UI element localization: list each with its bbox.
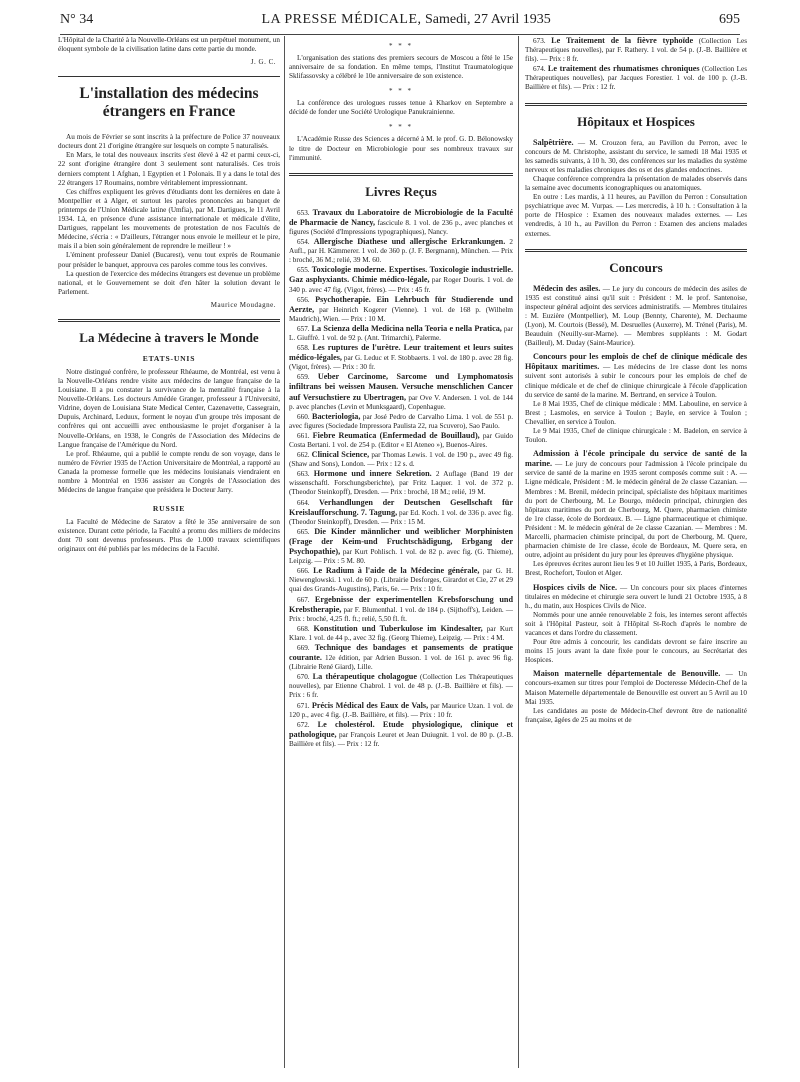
article-paragraph: La question de l'exercice des médecins étrangers est devenue un problème national, et le Gouvernement se doit d'en hâter la solution devant le Parlement. xyxy=(58,269,280,296)
book-entry xyxy=(289,672,513,700)
book-entry xyxy=(525,36,747,64)
book-number: 662. xyxy=(297,451,310,460)
section-rule xyxy=(289,173,513,176)
hospital-item xyxy=(525,138,747,175)
concours-item-subtitle: Admission à l'école principale du service de santé de la marine. xyxy=(525,449,747,469)
column-right xyxy=(525,36,747,1070)
article-body xyxy=(58,133,280,297)
intro-paragraph: L'Hôpital de la Charité à la Nouvelle-Orléans est un perpétuel monument, un éloquent symbole de la civilisation latine dans cette partie du monde. xyxy=(58,36,280,54)
concours-item xyxy=(525,449,747,560)
book-title: Le cholestérol. Etude physiologique, clinique et pathologique, xyxy=(289,719,513,739)
book-number: 655. xyxy=(297,266,310,275)
book-entry xyxy=(289,372,513,411)
book-title: Allergische Diathese und allergische Erkrankungen. xyxy=(313,237,506,247)
book-number: 661. xyxy=(297,431,310,440)
book-title: Précis Médical des Eaux de Vals, xyxy=(311,700,429,710)
russia-paragraph: La Faculté de Médecine de Saratov a fêté le 35e anniversaire de son existence. Durant cette période, la Faculté a promu des milliers de médecins dont 70 sont devenus professeurs. Plus de 1.000 travaux scientifiques originaux ont été publiés par les médecins de la Faculté. xyxy=(58,518,280,554)
hospitals-title: Hôpitaux et Hospices xyxy=(577,113,695,129)
book-title: Verhandlungen der Deutschen Gesellschaft für Kreislaufforschung. 7. Tagung, xyxy=(289,497,513,517)
usa-paragraph: Notre distingué confrère, le professeur Rhéaume, de Montréal, est venu à la Nouvelle-Orléans rendre visite aux médecins de langue française de la Louisiane. Il a pu constater la survivance de la mentalité française à la Nouvelle-Orléans. Les docteurs Amédée Granger, professeur à l'Université, Vidrine, doyen de Louisiana State Medical Center, Cazenavette, Cassegrain, Dupuis, Archinard, Leduux, forment le noyau d'un groupe très imposant de confrères qui ont accueilli avec enthousiasme le projet d'organiser à la Nouvelle-Orléans, en 1938, le Congrès de l'Association des Médecins de Langue française de l'Amérique du Nord. xyxy=(58,367,280,449)
hospital-item xyxy=(525,175,747,193)
book-entry xyxy=(289,527,513,566)
book-details: 2 Auflage (Band 19 der wissenschaftl. Forschungsberichte), par Fritz Laquer. 1 vol. de 372 p. (Theodor Steinkopff), Dresden. — Prix : broché, 18 M.; relié, 19 M. xyxy=(289,470,513,497)
section-rule xyxy=(58,76,280,77)
book-entry xyxy=(289,412,513,431)
book-entry xyxy=(289,324,513,343)
book-number: 657. xyxy=(297,324,310,333)
column-middle xyxy=(289,36,513,1070)
concours-item-subtitle: Concours pour les emplois de chef de clinique médicale des Hôpitaux maritimes. xyxy=(525,352,747,372)
book-details: par Roger Douris. 1 vol. de 340 p. avec 47 fig. (Vigot, frères). — Prix : 45 fr. xyxy=(289,276,513,294)
book-number: 668. xyxy=(297,624,310,633)
concours-item xyxy=(525,284,747,349)
section-rule xyxy=(58,319,280,322)
issue-date: Samedi, 27 Avril 1935 xyxy=(425,12,551,27)
book-entry xyxy=(289,720,513,749)
book-title: Fiebre Reumatica (Enfermedad de Bouillaud), xyxy=(312,430,480,440)
books-list xyxy=(289,208,513,749)
concours-item-text: Le 8 Mai 1935, Chef de clinique médicale : MM. Labouline, en service à Brest ; Lasmoles, en service à Toulon ; Bayle, en service à Toulon ; Chevallier, en service à Toulon. xyxy=(525,399,747,426)
book-number: 659. xyxy=(297,373,310,382)
news-items xyxy=(289,42,513,163)
book-title: Konstitution und Tuberkulose im Kindesalter, xyxy=(313,623,483,633)
book-details: par Thomas Lewis. 1 vol. de 190 p., avec 49 fig. (Shaw and Sons), London. — Prix : 12 s. d. xyxy=(289,451,513,469)
book-details: 2 Aufl., par H. Kämmerer. 1 vol. de 360 p. (J. F. Bergmann), München. — Prix : broché, 36 M.; relié, 39 M. 60. xyxy=(289,238,513,265)
usa-body xyxy=(58,368,280,495)
article-paragraph: En Mars, le total des nouveaux inscrits s'est élevé à 42 et parmi ceux-ci, 22 sont d'origine étrangère dont 3 seulement sont naturalisés. Ces trois derniers comptent 1 Afghan, 1 Egyptien et 1 Polonais. Il y a dans le total des 22 étrangers 17 Roumains, nombre véritablement impressionnant. xyxy=(58,151,280,187)
book-title: Psychotherapie. Ein Lehrbuch für Studierende und Aerzte, xyxy=(289,294,513,314)
book-entry xyxy=(289,343,513,372)
russia-body xyxy=(58,518,280,554)
concours-item xyxy=(525,400,747,427)
concours-item-text: Les épreuves écrites auront lieu les 9 et 10 Juillet 1935, à Paris, Bordeaux, Brest, Rochefort, Toulon et Alger. xyxy=(525,560,747,578)
concours-item xyxy=(525,638,747,665)
book-title: La Scienza della Medicina nella Teoria e nella Pratica, xyxy=(311,323,502,333)
book-title: Die Kinder männlicher und weiblicher Morphinisten (Frage der Keim-und Fruchtschädigung, Erbgang der Psychopathie), xyxy=(289,526,513,557)
concours-item-text: — Le jury du concours de médecin des asiles de 1935 est constitué ainsi qu'il suit : Président : M. le prof. Santenoise, inspecteur général adjoint des services administratifs. — Membres titulaires : M. Euzière (Montpellier), M. Loup (Bennty, Charente), M. Dechaume (Lyon), M. Courtois (Bessé), M. Desruelles (Auxerre), M. Trénel (Paris), M. Beauduin (Neuilly-sur-Marne). — Membres suppléants : M. Godart (Bailleul), M. Duday (Saint-Maurice). xyxy=(525,284,747,348)
book-entry xyxy=(289,237,513,265)
usa-paragraph: Le prof. Rhéaume, qui a publié le compte rendu de son voyage, dans le numéro de Février 1935 de l'Action Universitaire de Montréal, a rapporté au Canada la promesse formelle que les médecins louisianais viendraient en nombre à Montréal en 1936 assister au Congrès de l'Association des Médecins de langue française que présidera le Docteur Jarry. xyxy=(58,449,280,495)
news-paragraph: La conférence des urologues russes tenue à Kharkov en Septembre a décidé de fonder une Société Urologique Panukrainienne. xyxy=(289,99,513,117)
issue-number: N° 34 xyxy=(60,12,94,27)
book-title: Hormone und innere Sekretion. xyxy=(313,469,432,479)
world-section-title: La Médecine à travers le Monde xyxy=(79,329,259,345)
book-details: par G. Leduc et F. Stobbaerts. 1 vol. de 180 p. avec 28 fig. (Vigot, frères). — Prix : 30 fr. xyxy=(289,354,513,372)
book-title: Ueber Carcinome, Sarcome und Lymphomatosis infiltrans bei weissen Mausen. Versuche menschlichen Cancer auf Versuchstiere zu Ubertragen, xyxy=(289,372,513,402)
concours-item xyxy=(525,583,747,611)
book-number: 663. xyxy=(297,470,310,479)
book-number: 656. xyxy=(297,295,310,304)
intro-signature: J. G. C. xyxy=(250,58,276,67)
column-divider xyxy=(284,36,285,1068)
article-signature: Maurice Moudagne. xyxy=(210,300,276,309)
book-entry xyxy=(289,431,513,450)
book-number: 674. xyxy=(533,65,546,74)
book-number: 660. xyxy=(297,412,310,421)
book-details: par Kurt Pohlisch. 1 vol. de 82 p. avec fig. (G. Thieme), Leipzig. — Prix : 5 M. 80. xyxy=(289,548,513,566)
article-paragraph: L'éminent professeur Daniel (Bucarest), venu tout exprès de Roumanie pour présider le banquet, approuva ces paroles comme tous les convives. xyxy=(58,251,280,269)
book-entry xyxy=(289,265,513,294)
book-title: Les ruptures de l'urètre. Leur traitement et leurs suites médico-légales, xyxy=(289,343,513,363)
article-paragraph: Ces chiffres expliquent les grèves d'étudiants dont les dernières en date à Montpellier et à Alger, et surtout les paroles prononcées au banquet de printemps de l'Union Médicale latine (Umfia), par M. Dartigues, le 11 Avril 1934. Là, en présence d'une assistance internationale et médicale d'élite, Dartigues, rappelant les mouvements de protestation de nos Facultés de Médecine, s'écria : « D'ailleurs, l'étranger nous envoie le meilleur et le pire, mais il a bien soin généralement de reprendre le meilleur ! » xyxy=(58,187,280,251)
concours-item-text: Nommés pour une année renouvelable 2 fois, les internes seront affectés soit à l'Hôpital Pasteur, soit à l'Hôpital St-Roch d'après le nombre de vacances et dans l'ordre du classement. xyxy=(525,610,747,637)
column-left xyxy=(58,36,280,1070)
book-details: par François Leuret et Jean Duiugnit. 1 vol. de 80 p. (J.-B. Baillière et fils). — Prix : 12 fr. xyxy=(289,730,513,748)
hospitals-body xyxy=(525,138,747,239)
page-header xyxy=(60,12,740,35)
article-title: L'installation des médecins étrangers en France xyxy=(79,85,259,121)
article-paragraph: Au mois de Février se sont inscrits à la préfecture de Police 37 nouveaux docteurs dont 21 d'origine étrangère sur lesquels on compte 5 naturalisés. xyxy=(58,133,280,151)
books-list-continued xyxy=(525,36,747,93)
concours-item-text: — Un concours-examen sur titres pour l'emploi de Docteresse Médecin-Chef de la Maison Maternelle départementale de Benouville est ouvert au 5 Avril au 10 Mai 1935. xyxy=(525,670,747,706)
stars-separator: * * * xyxy=(389,123,413,132)
concours-title: Concours xyxy=(609,259,663,275)
concours-item-text: Les candidates au poste de Médecin-Chef devront être de nationalité française, âgées de 25 au moins et de xyxy=(525,706,747,724)
journal-line xyxy=(261,12,550,28)
book-details: par Heinrich Kogerer (Vienne). 1 vol. de 168 p. (Wilhelm Maudrich), Wien. — Prix : 10 M. xyxy=(289,305,513,323)
concours-item-text: — Les médecins de 1re classe dont les noms suivent sont autorisés à subir le concours pour les emplois de chef de clinique médicale et de chef de clinique chirurgicale à l'école d'application du service de santé de la marine. M. Bertrand, en service à Toulon. xyxy=(525,363,747,399)
book-entry xyxy=(289,295,513,324)
concours-item-subtitle: Hospices civils de Nice. xyxy=(533,582,618,592)
books-title: Livres Reçus xyxy=(365,183,437,199)
book-title: Le traitement des rhumatismes chroniques xyxy=(547,64,700,74)
book-title: Toxicologie moderne. Expertises. Toxicologie industrielle. Gaz asphyxiants. Chimie médico-légale, xyxy=(289,265,513,285)
book-number: 654. xyxy=(297,238,310,247)
book-entry xyxy=(289,208,513,237)
book-number: 653. xyxy=(297,208,310,217)
concours-item xyxy=(525,707,747,725)
book-entry xyxy=(525,64,747,92)
hospital-item-subtitle: Salpêtrière. xyxy=(533,137,574,147)
book-details: (Collection Les Thérapeutiques nouvelles), par F. Rathery. 1 vol. de 54 p. (J.-B. Baillière et fils). — Prix : 8 fr. xyxy=(525,37,747,64)
usa-heading: ETATS-UNIS xyxy=(142,353,196,363)
book-details: par Ed. Koch. 1 vol. de 336 p. avec fig. (Theodor Steinkopff), Dresden. — Prix : 15 M. xyxy=(289,508,513,526)
book-details: par F. Blumenthal. 1 vol. de 184 p. (Sijthoff's), Leiden. — Prix : broché, 4,25 fl. ft.; relié, 5,50 fl. ft. xyxy=(289,605,513,623)
concours-item-subtitle: Maison maternelle départementale de Benouville. xyxy=(533,669,721,679)
hospital-item-text: Chaque conférence comprendra la présentation de malades observés dans la semaine avec documents iconographiques ou anatomiques. xyxy=(525,174,747,193)
book-details: 12e édition, par Adrien Busson. 1 vol. de 161 p. avec 96 fig. (Librairie René Giard), Lille. xyxy=(289,654,513,672)
book-details: par Maurice Uzan. 1 vol. de 120 p., avec 4 fig. (J.-B. Baillière, et fils). — Prix : 10 fr. xyxy=(289,701,513,719)
book-number: 672. xyxy=(297,720,310,729)
concours-item xyxy=(525,611,747,638)
concours-item-text: Pour être admis à concourir, les candidats devront se faire inscrire au moins 15 jours avant la date fixée pour le concours, au Secrétariat des Hospices. xyxy=(525,638,747,665)
concours-body xyxy=(525,284,747,725)
book-number: 671. xyxy=(297,701,310,710)
concours-item xyxy=(525,427,747,445)
book-details: (Collection Les Thérapeutiques nouvelles), par Jacques Forestier. 1 vol. de 100 p. (J.-B. Baillière et fils). — Prix : 12 fr. xyxy=(525,65,747,92)
book-number: 670. xyxy=(297,673,310,682)
column-divider xyxy=(518,36,519,1068)
book-number: 667. xyxy=(297,595,310,604)
book-number: 664. xyxy=(297,498,310,507)
russia-heading: RUSSIE xyxy=(152,504,186,514)
stars-separator: * * * xyxy=(389,42,413,50)
book-title: Ergebnisse der experimentellen Krebsforschung und Krebstherapie, xyxy=(289,594,513,614)
book-entry xyxy=(289,701,513,720)
hospital-item-text: En outre : Les mardis, à 11 heures, au Pavillon du Perron : Consultation psychiatrique avec M. Vurpas. — Les mercredis, à 10 h. : Consultation à la porte de l'Hospice : Examen des nouveaux malades externes. — Les vendredis, à 10 h., au Pavillon du Perron : Examen des anciens malades externes. xyxy=(525,193,747,238)
book-title: Technique des bandages et pansements de pratique courante. xyxy=(289,642,513,663)
book-entry xyxy=(289,566,513,594)
news-paragraph: L'Académie Russe des Sciences a décerné à M. le prof. G. D. Bélonowsky le titre de Docteur en Microbiologie pour ses nombreux travaux sur l'immunité. xyxy=(289,135,513,162)
book-entry xyxy=(289,643,513,672)
page-number: 695 xyxy=(719,12,740,27)
book-entry xyxy=(289,498,513,527)
book-number: 673. xyxy=(533,37,546,45)
book-title: Le Radium à l'aide de la Médecine générale, xyxy=(313,566,480,576)
hospital-item xyxy=(525,193,747,238)
book-title: Travaux du Laboratoire de Microbiologie de la Faculté de Pharmacie de Nancy, xyxy=(289,207,513,227)
book-title: Clinical Science, xyxy=(311,450,370,460)
concours-item-subtitle: Médecin des asiles. xyxy=(533,283,601,293)
concours-item xyxy=(525,352,747,399)
book-details: par G. H. Niewenglowski. 1 vol. de 60 p. (Librairie Desforges, Girardot et Cie, 27 et 29 quai des Grands-Augustins), Paris, 6e. — Prix : 10 fr. xyxy=(289,567,513,594)
book-number: 658. xyxy=(297,344,310,353)
book-details: par José Pedro de Carvalho Lima. 1 vol. de 551 p. avec figures (Sociedade Impressora Paulista 22, rua Scuvero), Sao Paulo. xyxy=(289,412,513,430)
book-entry xyxy=(289,469,513,497)
book-details: par Ove V. Andersen. 1 vol. de 144 p. avec planches (Levin et Munksgaard), Copenhague. xyxy=(289,393,513,411)
book-title: Le Traitement de la fièvre typhoïde xyxy=(551,36,694,45)
concours-item-text: Le 9 Mai 1935, Chef de clinique chirurgicale : M. Badelon, en service à Toulon. xyxy=(525,427,747,445)
book-details: par L. Giuffrè. 1 vol. de 92 p. (Ant. Trimarchi), Palerme. xyxy=(289,324,513,342)
book-details: par Guido Costa Bertani. 1 vol. de 254 p. (Editor « El Ateneo »), Buenos-Aires. xyxy=(289,431,513,449)
book-entry xyxy=(289,624,513,643)
book-number: 669. xyxy=(297,643,310,652)
book-entry xyxy=(289,450,513,469)
stars-separator: * * * xyxy=(389,87,413,96)
section-rule xyxy=(525,103,747,106)
concours-item xyxy=(525,669,747,706)
concours-item xyxy=(525,560,747,578)
news-paragraph: L'organisation des stations des premiers secours de Moscou a fêté le 15e anniversaire de sa fondation. En même temps, l'Institut Traumatologique Sklifassovsky a célébré le 10e anniversaire de son existence. xyxy=(289,54,513,81)
book-entry xyxy=(289,595,513,624)
book-details: par Kurt Klare. 1 vol. de 44 p., avec 32 fig. (Georg Thieme), Leipzig. — Prix : 4 M. xyxy=(289,624,513,642)
book-number: 665. xyxy=(297,527,310,536)
journal-name: LA PRESSE MÉDICALE, xyxy=(261,12,422,27)
section-rule xyxy=(525,249,747,252)
book-details: fascicule 8. 1 vol. de 236 p., avec planches et figures (Société d'Impressions typographiques), Nancy. xyxy=(289,218,513,236)
book-details: (Collection Les Thérapeutiques nouvelles), par Etienne Chabrol. 1 vol. de 48 p. (J.-B. Baillière et fils). — Prix : 6 fr. xyxy=(289,673,513,700)
hospital-item-text: — M. Crouzon fera, au Pavillon du Perron, avec le concours de M. Christophe, assistant du service, le samedi 18 Mai 1935 et les samedis suivants, à 10 h. 30, des conférences sur les maladies du système nerveux et les maladies chroniques des os et des glandes endocrines. xyxy=(525,138,747,174)
concours-item-text: — Le jury de concours pour l'admission à l'école principale du service de santé de la marine en 1935 seront composés comme suit : A. — Ligne médicale, Président : M. le médecin général de 2e classe Cazanian. — Membres : M. Brenil, médecin principal, spécialiste des hôpitaux maritimes du port de Cherbourg, M. Le Bourgo, médecin principal, chirurgien des hôpitaux maritimes du port de Cherbourg, M. Quere, pharmacien chimiste de 1re classe, école de Bordeaux. B. — Ligne pharmaceutique et chimique. Président : M. le médecin général de 2e classe Cazanian. — Membres : M. Marcelli, pharmacien chimiste principal, du port de Cherbourg, M. Quere, pharmacien chimiste de 1re classe, école de Bordeaux, M. Quere sera, en outre, adjoint au président du jury pour les épreuves d'hygiène physique. xyxy=(525,460,747,560)
concours-item-text: — Un concours pour six places d'internes titulaires en médecine et chirurgie sera ouvert le lundi 21 Octobre 1935, à 8 h., du matin, aux Hospices Civils de Nice. xyxy=(525,583,747,610)
book-title: Bacteriologia, xyxy=(312,411,361,421)
book-title: La thérapeutique cholagogue xyxy=(312,672,417,682)
book-number: 666. xyxy=(297,567,310,576)
